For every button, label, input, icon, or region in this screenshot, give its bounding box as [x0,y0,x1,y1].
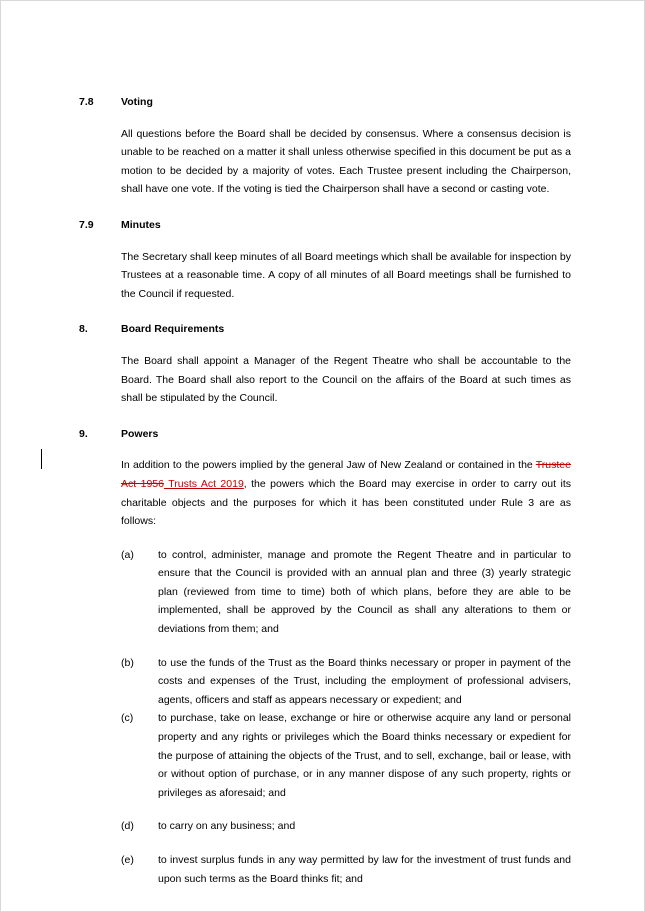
list-item-text: to purchase, take on lease, exchange or hire or otherwise acquire any land or personal property and any rights or privileges which the Board thinks necessary or expedient for the purpose of attaining the objects of the Trust, and to sell, exchange, bail or lease, with or without option of purchase, or in any manner dispose of any such property, rights or privileges as aforesaid; and [158,712,571,799]
paragraph-voting: All questions before the Board shall be decided by consensus. Where a consensus decision is unable to be reached on a matter it shall unless otherwise specified in this document be put as a motion to be decided by a majority of votes. Each Trustee present including the Chairperson, shall have one vote. If the voting is tied the Chairperson shall have a second or casting vote. [121,127,571,196]
list-item [121,654,571,710]
deleted-text-trustee-act: Trustee Act 1956 [121,459,571,490]
section-number: 9. [79,427,88,440]
paragraph-powers-lead [121,456,571,530]
spacer [79,836,571,851]
document-content [79,93,571,888]
section-number: 7.8 [79,96,94,108]
section-title: Voting [121,96,153,108]
spacer [79,339,571,352]
section-title: Board Requirements [121,323,225,336]
spacer [79,235,571,248]
list-item-text: to control, administer, manage and promote the Regent Theatre and in particular to ensure that the Council is provided with an annual plan and three (3) yearly strategic plan (reviewed from time to time) both of which plans, before they are able to be implemented, shall be approved by the Council as shall any alterations to them or deviations from them; and [158,548,571,636]
section-heading-8 [79,320,571,339]
list-item-label: (c) [121,712,134,725]
spacer [79,303,571,320]
list-item [121,546,571,639]
section-title: Powers [121,427,159,440]
list-item [121,817,571,836]
list-item-text: to carry on any business; and [158,820,296,833]
spacer [79,802,571,817]
list-item-text: to use the funds of the Trust as the Board thinks necessary or proper in payment of the costs and expenses of the Trust, including the employment of professional advisers, agents, officers and staff as appears necessary or expedient; and [158,656,571,706]
list-item-label: (b) [121,656,134,669]
spacer [79,408,571,425]
powers-tail-text: , the powers which the Board may exercise in order to carry out its charitable objects and the purposes for which it has been constituted under Rule 3 are as follows: [121,477,571,528]
revision-change-bar [41,449,42,469]
spacer [79,199,571,216]
spacer [79,639,571,654]
section-title: Minutes [121,218,161,231]
section-heading-7-8 [79,93,571,112]
spacer [79,112,571,125]
spacer [79,443,571,456]
list-item-label: (e) [121,854,134,866]
section-heading-7-9 [79,216,571,235]
section-heading-9 [79,425,571,444]
section-number: 8. [79,323,88,336]
powers-lead-text: In addition to the powers implied by the general Jaw of New Zealand or contained in the [121,459,536,472]
paragraph-minutes: The Secretary shall keep minutes of all Board meetings which shall be available for inspection by Trustees at a reasonable time. A copy of all minutes of all Board meetings shall be furnished to the Council if requested. [121,250,571,300]
inserted-text-trusts-act: Trusts Act 2019 [163,477,244,490]
section-number: 7.9 [79,218,94,231]
list-item-label: (d) [121,820,134,833]
list-item-text: to invest surplus funds in any way permitted by law for the investment of trust funds and upon such terms as the Board thinks fit; and [158,854,571,885]
list-item [121,851,571,888]
spacer [79,531,571,546]
paragraph-board-requirements: The Board shall appoint a Manager of the Regent Theatre who shall be accountable to the Board. The Board shall also report to the Council on the affairs of the Board at such times as shall be stipulated by the Council. [121,354,571,405]
list-item [121,709,571,802]
list-item-label: (a) [121,548,134,561]
